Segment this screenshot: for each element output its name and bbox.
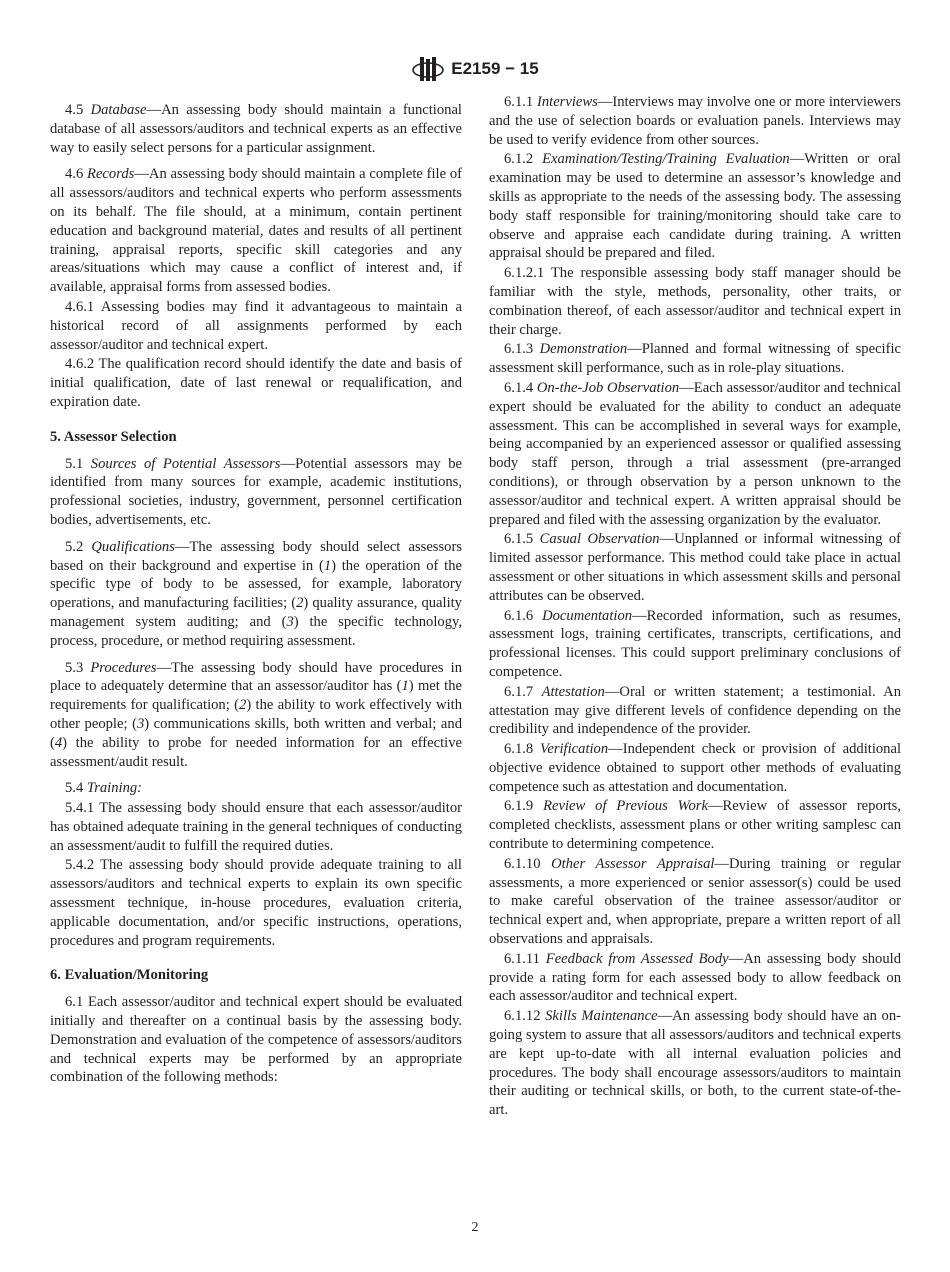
paragraph-text: ) the operation of the specific type of body to be assessed, for example, laboratory operations, and manufacturing facilities; ( xyxy=(50,557,462,612)
paragraph-text: ) the specific technology, process, procedure, or method requiring assessment. xyxy=(50,613,462,649)
paragraph-text: —Potential assessors may be identified from many sources for example, academic institutions, professional societies, industry, government, personnel certification bodies, advertisements, etc. xyxy=(50,455,462,528)
paragraph-text: —Interviews may involve one or more interviewers and the use of selection boards or evaluation panels. Interviews may be used to verify evidence from other sources. xyxy=(489,94,901,148)
paragraph-text: ) the ability to work effectively with other people; ( xyxy=(50,697,462,732)
italic-term: Attestation xyxy=(541,683,605,700)
paragraph-text: 5.4.1 The assessing body should ensure that each assessor/auditor has obtained adequate training in the general techniques of conducting an assessment/audit to fulfill the required duties. xyxy=(50,800,462,854)
paragraph-text: —Recorded information, such as resumes, assessment logs, training certificates, transcripts, certifications, and professional licenses. This could support preliminary conclusions of competence. xyxy=(489,607,902,680)
page-header xyxy=(0,55,950,83)
italic-term: Verification xyxy=(540,741,609,758)
paragraph-text: ) communications skills, both written and verbal; and ( xyxy=(50,715,462,751)
paragraph-text: 5.4.2 The assessing body should provide adequate training to all assessors/auditors and technical experts to explain its own specific assessment technique, in-house procedures, evaluation criteria, applicable documentation, and/or specific instructions, operations, procedures and program requirements. xyxy=(50,857,462,949)
paragraph-text: 6.1.8 xyxy=(504,741,541,758)
italic-term: 1 xyxy=(401,678,409,695)
italic-term: Examination/Testing/Training Evaluation xyxy=(542,151,790,168)
paragraph-text: —An assessing body should maintain a functional database of all assessors/auditors and technical experts as an effective way to easily select persons for a particular assignment. xyxy=(50,102,462,156)
paragraph-text: —Oral or written statement; a testimonial. An attestation may give different levels of confidence depending on the credibility and independence of the provider. xyxy=(489,683,901,738)
italic-term: On-the-Job Observation xyxy=(536,379,680,396)
paragraph xyxy=(489,683,901,739)
italic-term: Review of Previous Work xyxy=(543,798,708,815)
paragraph-text: 6.1.6 xyxy=(504,607,543,624)
paragraph-text: —Unplanned or informal witnessing of limited assessor performance. This method could take place in actual assessment or other situations in which assessment skills and personal attributes can be observed. xyxy=(489,531,901,604)
paragraph xyxy=(50,101,462,157)
paragraph xyxy=(50,538,462,651)
paragraph xyxy=(50,455,462,530)
paragraph-text: —Written or oral examination may be used to determine an assessor’s knowledge and skills as appropriate to the needs of the assessing body. The assessing body staff responsible for training/monitoring should take care to observe and appraise each candidate during training. A written appraisal should be prepared and filed. xyxy=(489,151,901,262)
astm-logo-icon xyxy=(411,55,445,83)
paragraph-text: 6.1.12 xyxy=(504,1008,546,1025)
italic-term: Sources of Potential Assessors xyxy=(90,455,281,472)
paragraph-text: 5.2 xyxy=(65,538,92,555)
paragraph-text: —During training or regular assessments, a more experienced or senior assessor(s) could be used to make careful observation of the trainee assessor/auditor or technical expert and, when appropriate, prepare a written report of all observations and appraisals. xyxy=(489,855,901,948)
paragraph-text: 4.6 xyxy=(65,166,88,183)
italic-term: Records xyxy=(87,166,135,183)
italic-term: 2 xyxy=(239,697,247,714)
paragraph xyxy=(50,779,462,798)
left-column xyxy=(50,93,462,1088)
italic-term: Database xyxy=(90,102,147,118)
paragraph-text: 5.1 xyxy=(65,455,91,472)
paragraph-text: —The assessing body should select assessors based on their background and expertise in ( xyxy=(50,538,462,574)
italic-term: Casual Observation xyxy=(539,531,660,548)
italic-term: Documentation xyxy=(542,607,633,624)
paragraph xyxy=(489,855,901,949)
paragraph-text: 6.1 Each assessor/auditor and technical expert should be evaluated initially and thereafter on a continual basis by the assessing body. Demonstration and evaluation of the competence of assessors/auditors and technical experts may be performed by an appropriate combination of the following methods: xyxy=(50,994,462,1086)
italic-term: 3 xyxy=(136,715,145,732)
italic-term: 1 xyxy=(323,557,332,574)
paragraph xyxy=(489,1007,901,1120)
paragraph-text: 6.1.5 xyxy=(504,531,540,548)
paragraph-text: ) the ability to probe for needed information for an effective assessment/audit result. xyxy=(50,734,462,770)
paragraph-text: 4.6.1 Assessing bodies may find it advantageous to maintain a historical record of all assignments performed by each assessor/auditor and technical expert. xyxy=(50,298,462,353)
section-heading: 5. Assessor Selection xyxy=(50,428,177,445)
paragraph xyxy=(50,799,462,855)
italic-term: 4 xyxy=(54,734,63,751)
paragraph-text: ) met the requirements for qualification; ( xyxy=(50,678,462,714)
paragraph-text: 6.1.11 xyxy=(504,950,546,967)
italic-term: 2 xyxy=(296,595,304,612)
paragraph-text: 6.1.1 xyxy=(504,94,537,110)
italic-term: 3 xyxy=(286,613,294,630)
paragraph-text: 4.5 xyxy=(65,102,91,118)
paragraph-text: —An assessing body should have an on-going system to assure that all assessors/auditors and technical experts are kept up-to-date with all internal evaluation policies and procedures. The body shall encourage assessors/auditors to maintain their auditing or technical skills, or both, to the current state-of-the-art. xyxy=(489,1008,901,1119)
paragraph xyxy=(489,740,901,796)
paragraph-text: 6.1.7 xyxy=(504,683,542,700)
paragraph-text: 6.1.2 xyxy=(504,151,543,168)
paragraph-text: —Planned and formal witnessing of specific assessment skill performance, such as in role-play situations. xyxy=(489,341,901,377)
paragraph-text: —The assessing body should have procedures in place to adequately determine that an assessor/auditor has ( xyxy=(50,659,462,695)
paragraph xyxy=(50,355,462,411)
paragraph-text: 6.1.2.1 The responsible assessing body staff manager should be familiar with the style, methods, personality, other traits, or combination thereof, of each assessor/auditor and technical expert in their charge. xyxy=(489,265,901,338)
italic-term: Feedback from Assessed Body xyxy=(545,950,729,967)
paragraph-text: 6.1.10 xyxy=(504,855,552,872)
paragraph xyxy=(50,856,462,950)
italic-term: Demonstration xyxy=(539,341,628,358)
paragraph xyxy=(489,150,901,263)
paragraph-text: 4.6.2 The qualification record should identify the date and basis of initial qualification, date of last renewal or requalification, and expiration date. xyxy=(50,356,462,410)
italic-term: Procedures xyxy=(90,659,157,676)
paragraph xyxy=(50,659,462,772)
paragraph-text: 6.1.4 xyxy=(504,379,537,396)
standard-designation: E2159 − 15 xyxy=(451,59,539,78)
italic-term: Skills Maintenance xyxy=(545,1008,658,1025)
paragraph-text: —Independent check or provision of additional objective evidence obtained to support other methods of evaluating competence such as attestation and documentation. xyxy=(489,741,901,795)
paragraph-text: ) quality assurance, quality management system auditing; and ( xyxy=(50,595,462,630)
paragraph-text: —An assessing body should provide a rating form for each assessed body to allow feedback on each assessor/auditor and technical expert. xyxy=(489,950,902,1005)
paragraph xyxy=(489,530,901,605)
paragraph xyxy=(489,340,901,378)
paragraph-text: —Review of assessor reports, completed checklists, assessment plans or other writing samplesc can contribute to determining competence. xyxy=(489,798,901,853)
paragraph-text: —Each assessor/auditor and technical expert should be evaluated for the ability to conduct an adequate assessment. This can be accomplished in several ways for example, being accompanied by an experienced assessor or qualified assessing body staff person, through a trial assessment (pre-arranged conditions), or through observation by a person unknown to the assessor/auditor and technical expert. A written appraisal should be prepared and filed with the assessing organization by the evaluator. xyxy=(489,379,901,528)
paragraph-text: 6.1.3 xyxy=(504,341,540,358)
paragraph xyxy=(489,797,901,853)
section-heading: 6. Evaluation/Monitoring xyxy=(50,967,209,984)
italic-term: Other Assessor Appraisal xyxy=(551,855,715,872)
paragraph-text: 5.4 xyxy=(65,780,87,797)
paragraph-text: 6.1.9 xyxy=(504,798,544,815)
paragraph xyxy=(50,298,462,354)
paragraph-text: —An assessing body should maintain a complete file of all assessors/auditors and technical experts who perform assessments on its behalf. The file should, at a minimum, contain pertinent education and background material, dates and results of all pertinent training, appraisal reports, specific skill categories and any areas/situations which may cause a conflict of interest and, if available, appraisal forms from assessed bodies. xyxy=(50,166,463,296)
right-column xyxy=(489,93,901,1121)
italic-term: Training: xyxy=(86,780,143,797)
paragraph xyxy=(489,607,901,682)
paragraph xyxy=(489,264,901,339)
italic-term: Qualifications xyxy=(91,538,175,555)
paragraph xyxy=(50,165,462,297)
paragraph xyxy=(50,993,462,1087)
page-number: 2 xyxy=(471,1220,479,1235)
paragraph xyxy=(489,379,901,529)
paragraph xyxy=(489,950,901,1006)
italic-term: Interviews xyxy=(536,94,598,110)
paragraph xyxy=(489,93,901,149)
paragraph-text: 5.3 xyxy=(65,659,91,676)
